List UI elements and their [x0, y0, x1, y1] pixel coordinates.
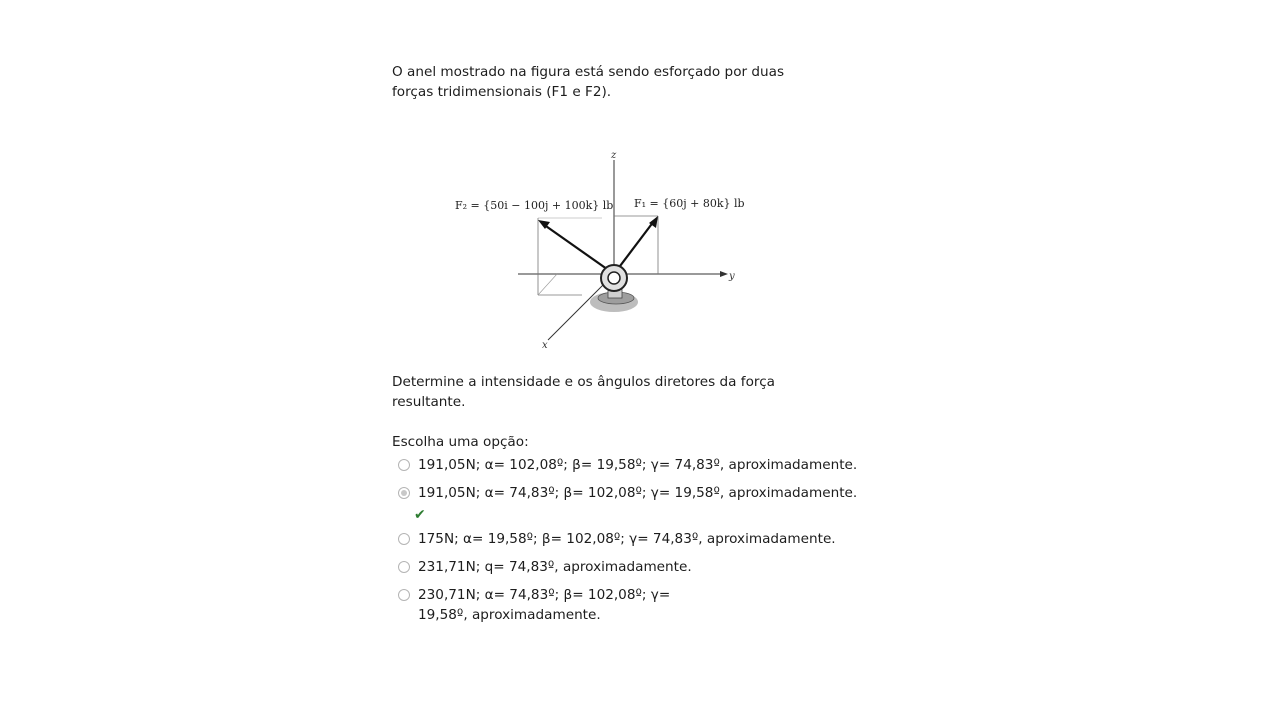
question-block [392, 62, 858, 633]
correct-check-icon: ✔ [414, 507, 426, 523]
option-2-text: 191,05N; α= 74,83º; β= 102,08º; γ= 19,58º, aproximadamente. [418, 485, 858, 501]
option-1-text: 191,05N; α= 102,08º; β= 19,58º; γ= 74,83º, aproximadamente. [418, 457, 858, 473]
question-prompt: Determine a intensidade e os ângulos diretores da força resultante. [392, 374, 776, 410]
answer-option-1[interactable] [392, 455, 858, 475]
ring-hole [608, 272, 620, 284]
answer-option-5[interactable] [392, 585, 822, 625]
radio-option-4[interactable] [398, 561, 410, 573]
question-intro: O anel mostrado na figura está sendo esforçado por duas forças tridimensionais (F1 e F2). [392, 64, 785, 100]
radio-option-3[interactable] [398, 533, 410, 545]
answer-option-3[interactable] [392, 529, 836, 549]
y-axis-arrow [720, 271, 728, 277]
radio-option-1[interactable] [398, 459, 410, 471]
answer-option-4[interactable] [392, 557, 822, 577]
force-diagram-svg [392, 130, 812, 350]
x-axis-label: x [542, 340, 548, 351]
answer-option-2[interactable] [392, 483, 858, 503]
option-5-text: 230,71N; α= 74,83º; β= 102,08º; γ= 19,58º, aproximadamente. [418, 587, 671, 623]
radio-option-5[interactable] [398, 589, 410, 601]
option-3-text: 175N; α= 19,58º; β= 102,08º; γ= 74,83º, aproximadamente. [418, 531, 836, 547]
f2-vector [543, 224, 614, 274]
radio-option-2[interactable] [398, 487, 410, 499]
y-axis-label: y [729, 271, 735, 282]
f2-label: F₂ = {50i − 100j + 100k} lb [455, 199, 614, 212]
option-4-text: 231,71N; q= 74,83º, aproximadamente. [418, 559, 692, 575]
choose-option-label: Escolha uma opção: [392, 434, 529, 450]
f2-guide-diag [538, 274, 557, 295]
f1-label: F₁ = {60j + 80k} lb [634, 197, 745, 210]
answer-options [392, 455, 858, 625]
force-diagram [392, 130, 812, 350]
z-axis-label: z [611, 150, 617, 161]
